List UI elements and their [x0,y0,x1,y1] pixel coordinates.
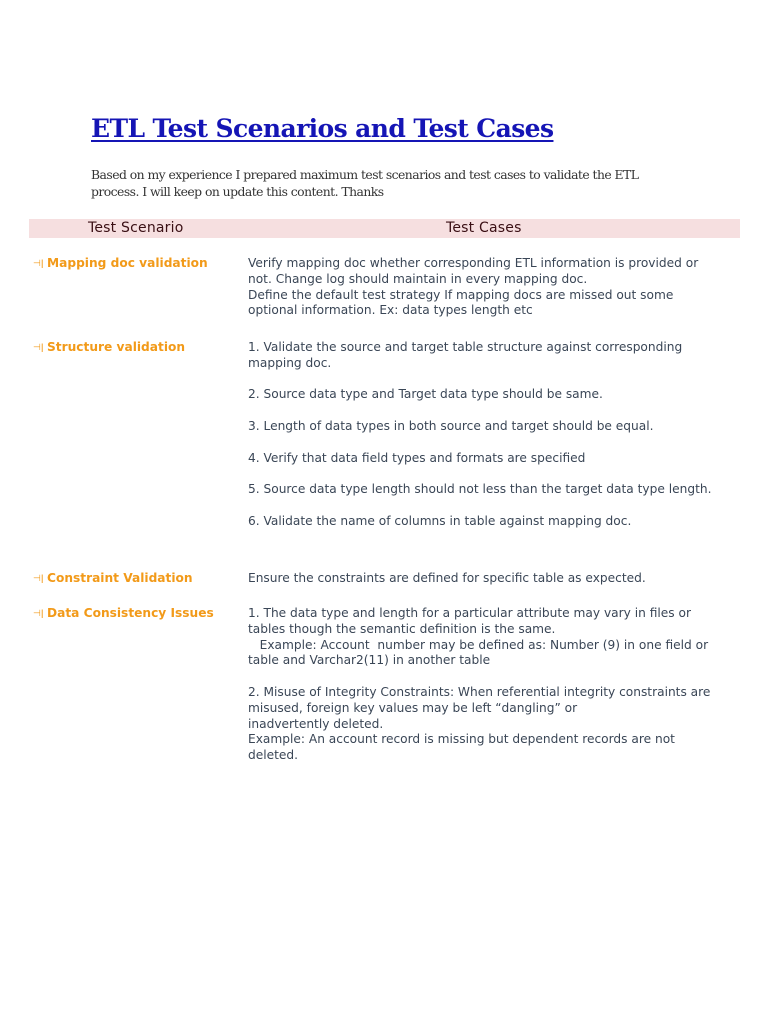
test-case-line: 4. Verify that data field types and formats are specified [248,450,586,465]
scenario-text: Structure validation [47,340,186,354]
scenario-text: Constraint Validation [47,571,193,585]
test-cases-cell [248,571,740,587]
test-case-line: optional information. Ex: data types length etc [248,303,533,318]
bullet-arrow-icon: ⊣ǀ [33,343,44,353]
test-cases-cell [248,606,740,764]
test-cases-cell [248,340,740,530]
scenario-text: Data Consistency Issues [47,606,214,620]
test-cases-cell [248,256,740,319]
test-case-line: 6. Validate the name of columns in table against mapping doc. [248,513,632,528]
test-case-line: Define the default test strategy If mapping docs are missed out some [248,287,674,302]
test-case-line: 1. Validate the source and target table structure against corresponding [248,340,683,354]
scenario-label [33,256,208,273]
spacer [248,669,740,685]
test-case-line: 1. The data type and length for a particular attribute may vary in files or [248,606,691,620]
test-case-line: tables though the semantic definition is the same. [248,621,556,636]
test-case-line: 2. Source data type and Target data type should be same. [248,387,603,402]
test-case-line: 3. Length of data types in both source and target should be equal. [248,418,654,433]
scenario-label [33,571,193,588]
scenario-text: Mapping doc validation [47,256,208,270]
test-case-line: Example: Account number may be defined as: Number (9) in one field or [248,637,709,652]
test-case-line: table and Varchar2(11) in another table [248,653,491,668]
intro-line: process. I will keep on update this content. Thanks [91,184,384,199]
scenario-label [33,340,185,357]
header-test-scenario: Test Scenario [88,220,184,236]
intro-line: Based on my experience I prepared maximum test scenarios and test cases to validate the ETL [91,167,639,182]
test-case-line: Ensure the constraints are defined for specific table as expected. [248,571,646,585]
spacer [248,435,740,451]
page-title: ETL Test Scenarios and Test Cases [91,114,554,143]
spacer [248,372,740,388]
spacer [248,403,740,419]
test-case-line: mapping doc. [248,355,332,370]
test-case-line: 2. Misuse of Integrity Constraints: When referential integrity constraints are [248,684,711,699]
header-test-cases: Test Cases [446,220,522,236]
test-case-line: deleted. [248,748,299,763]
scenario-label [33,606,214,623]
intro-text [91,166,691,200]
bullet-arrow-icon: ⊣ǀ [33,609,44,619]
spacer [248,498,740,514]
test-case-line: 5. Source data type length should not less than the target data type length. [248,482,712,497]
spacer [248,466,740,482]
bullet-arrow-icon: ⊣ǀ [33,574,44,584]
test-case-line: misused, foreign key values may be left “dangling” or [248,700,578,715]
test-case-line: Example: An account record is missing but dependent records are not [248,732,675,747]
test-case-line: inadvertently deleted. [248,716,384,731]
test-case-line: Verify mapping doc whether corresponding ETL information is provided or [248,256,699,270]
bullet-arrow-icon: ⊣ǀ [33,259,44,269]
test-case-line: not. Change log should maintain in every mapping doc. [248,271,588,286]
